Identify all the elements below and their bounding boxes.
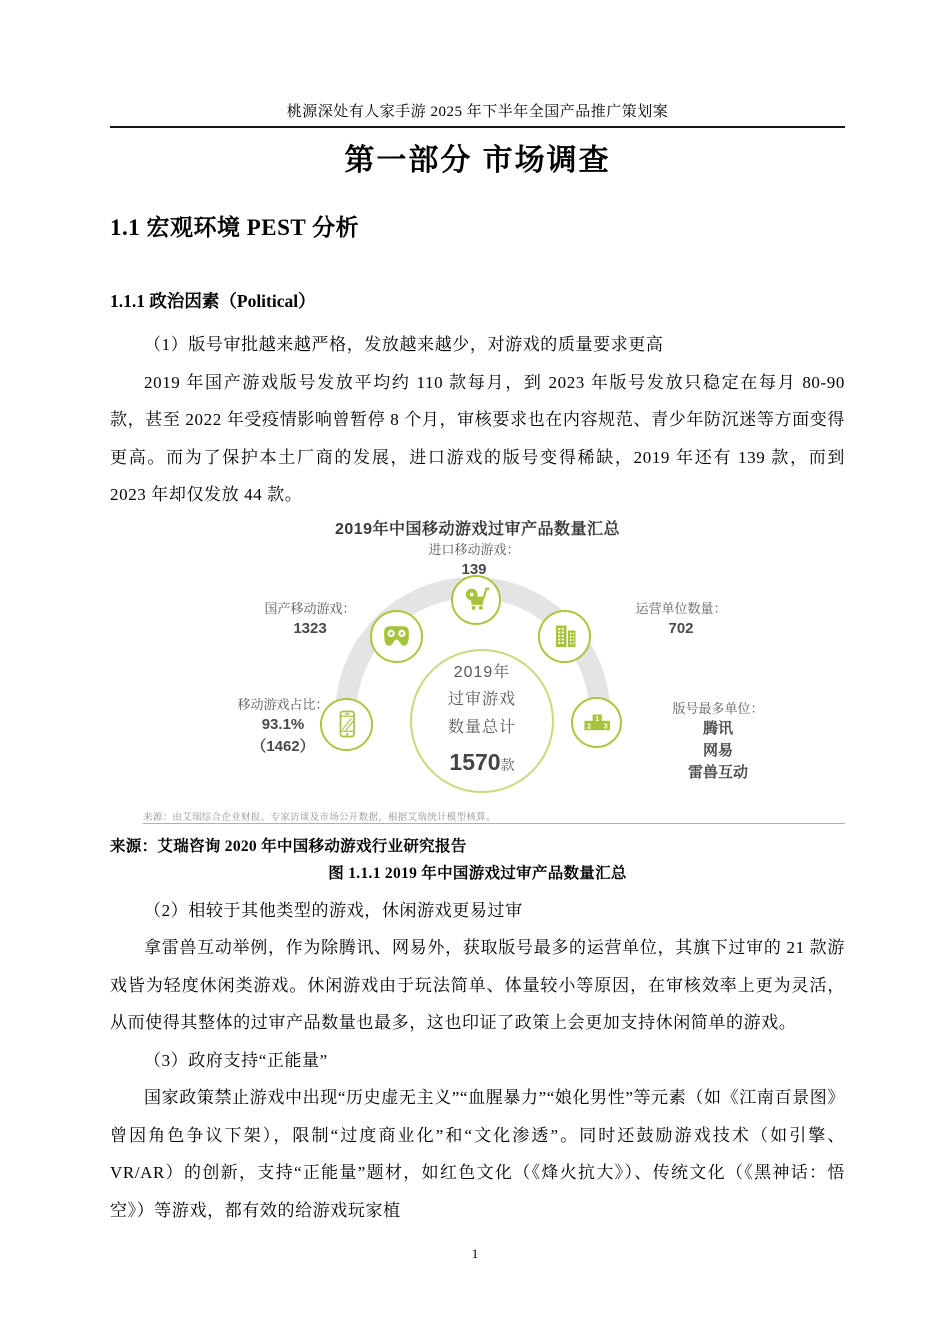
stat-label: 进口移动游戏： [428,541,520,557]
total-row [449,743,514,782]
stat-label: 版号最多单位： [672,700,764,716]
infographic-figure [110,514,845,826]
header-running-title: 桃源深处有人家手游 2025 年下半年全国产品推广策划案 [286,104,669,120]
podium-rank-3: 3 [603,721,608,731]
stat-circle-top-publishers [571,697,622,748]
stat-label: 运营单位数量： [635,600,727,616]
part-title: 第一部分 市场调查 [344,144,611,177]
figure-title: 2019年中国移动游戏过审产品数量汇总 [334,520,621,538]
header-rule [110,126,845,128]
subsection-title: 1.1.1 政治因素（Political） [110,291,316,311]
paragraph-4: 拿雷兽互动举例，作为除腾讯、网易外，获取版号最多的运营单位，其旗下过审的 21 款游戏皆为轻度休闲类游戏。休闲游戏由于玩法简单、体量较小等原因，在审核效率上更为灵活，从而使得其整体的过审产品数量也最多，这也印证了政策上会更加支持休闲简单的游戏。 [110,938,845,1032]
building-icon [549,620,581,652]
podium-rank-2: 2 [586,721,591,731]
podium-rank-1: 1 [594,714,599,724]
stat-label: 国产移动游戏： [264,600,356,616]
total-line: 数量总计 [447,718,516,736]
paragraph-6: 国家政策禁止游戏中出现“历史虚无主义”“血腥暴力”“娘化男性”等元素（如《江南百景图》曾因角色争议下架），限制“过度商业化”和“文化渗透”。同时还鼓励游戏技术（如引擎、VR/AR）的创新，支持“正能量”题材，如红色文化（《烽火抗大》）、传统文化（《黑神话：悟空》）等游戏，都有效的给游戏玩家植 [110,1088,845,1220]
figure-bottom-rule [143,823,845,824]
total-line: 2019年 [453,664,511,682]
stat-value: 139 [461,561,487,579]
publisher-name: 腾讯 [702,720,733,738]
figure-source-note: 来源：由艾瑞综合企业财报、专家访谈及市场公开数据，根据艾瑞统计模型核算。 [143,811,496,823]
stat-label: 移动游戏占比： [237,696,329,712]
stat-imported-games [374,541,574,582]
publisher-name: 网易 [702,742,733,760]
paragraph-2: 2019 年国产游戏版号发放平均约 110 款每月，到 2023 年版号发放只稳定在每月 80-90 款，甚至 2022 年受疫情影响曾暂停 8 个月，审核要求也在内容规范、青少年防沉迷等方面变得更高。而为了保护本土厂商的发展，进口游戏的版号变得稀缺，2019 年还有 139 款，而到 2023 年却仅发放 44 款。 [110,372,845,504]
total-circle [410,649,554,793]
stat-operators [596,600,766,641]
publisher-name: 雷兽互动 [687,763,748,781]
stat-circle-operators [538,610,591,663]
stat-value: 93.1% [261,716,305,734]
stat-top-publishers [633,700,803,784]
stat-mobile-share [198,696,368,758]
total-value: 1570 [449,748,501,775]
stat-value: 702 [668,620,694,638]
section-title: 1.1 宏观环境 PEST 分析 [110,215,360,240]
paragraph-5: （3）政府支持“正能量” [144,1050,328,1070]
podium-icon [581,706,613,738]
stat-circle-imported [451,575,501,625]
paragraph-1: （1）版号审批越来越严格，发放越来越少，对游戏的质量要求更高 [144,335,664,354]
page-number: 1 [471,1246,479,1261]
stat-domestic-games [225,600,395,641]
stat-value-extra: （1462） [251,738,315,756]
total-line: 过审游戏 [447,691,516,709]
figure-source-line: 来源：艾瑞咨询 2020 年中国移动游戏行业研究报告 [110,837,467,855]
figure-caption: 图 1.1.1 2019 年中国游戏过审产品数量汇总 [328,864,627,882]
total-unit: 款 [500,756,515,773]
paragraph-3: （2）相较于其他类型的游戏，休闲游戏更易过审 [144,900,523,920]
stat-value: 1323 [293,620,327,638]
shopping-cart-icon [461,584,492,615]
